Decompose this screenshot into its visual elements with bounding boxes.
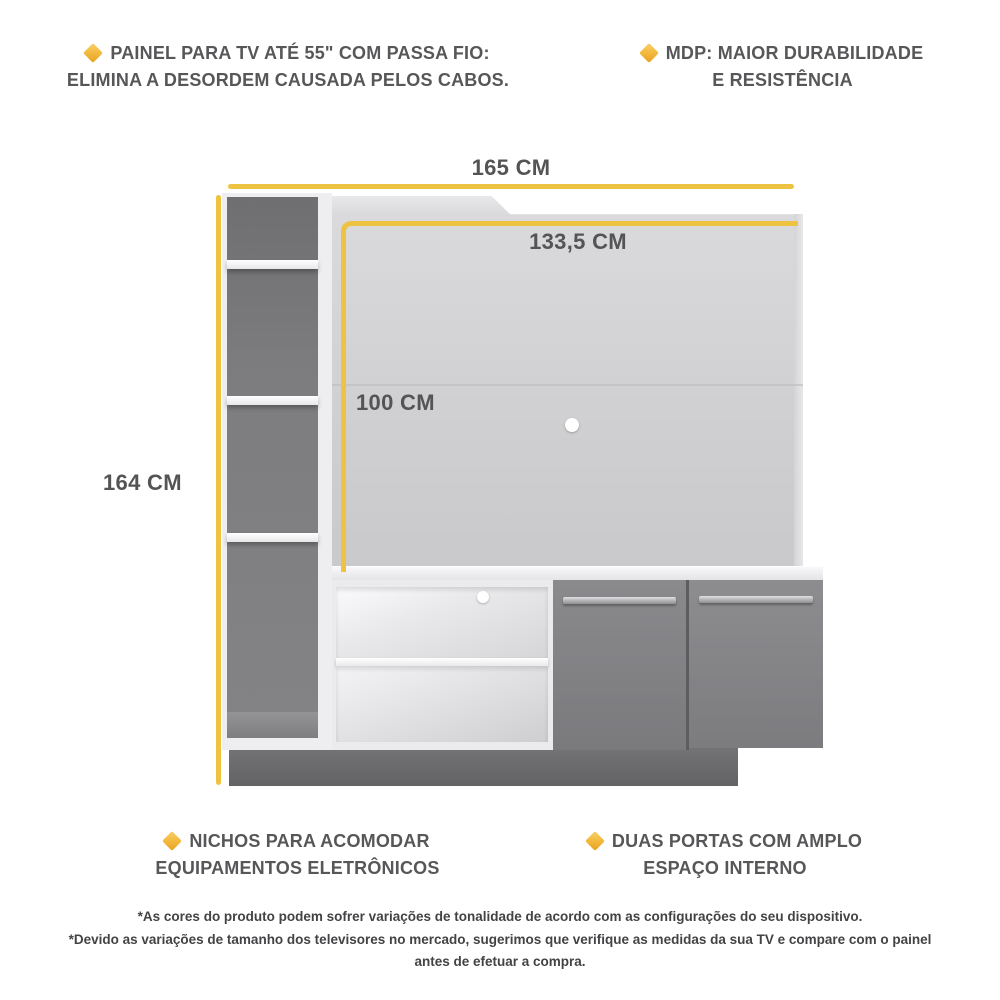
dimension-label-panel-height: 100 CM [356,390,435,415]
cabinet-door-left [553,580,689,750]
feature-line [615,40,950,67]
feature-top-right [615,40,950,94]
tower-shelf [227,260,318,269]
feature-top-left [28,40,548,94]
dimension-label-total-width: 165 CM [471,155,551,180]
feature-text: E RESISTÊNCIA [712,70,853,90]
feature-line [28,40,548,67]
feature-line [115,828,480,855]
feature-bottom-left [115,828,480,882]
tv-panel-top-crown [326,196,512,216]
diamond-bullet-icon [585,831,605,851]
diamond-bullet-icon [639,43,659,63]
feature-text: ELIMINA A DESORDEM CAUSADA PELOS CABOS. [66,70,510,90]
tower-shelf [227,533,318,542]
open-niche-shelf [336,658,548,666]
open-niche-bottom [336,666,548,742]
disclaimer-line: *Devido as variações de tamanho dos televisores no mercado, sugerimos que verifique as medidas da sua TV e compare com o painel [68,931,932,947]
door-handle-right [699,596,813,603]
open-niche-top [336,587,548,658]
tower-bottom-floor [227,712,318,738]
feature-text: MDP: MAIOR DURABILIDADE [665,43,924,63]
tower-shelf [227,396,318,405]
dimension-label-panel-width: 133,5 CM [529,229,627,254]
feature-text: DUAS PORTAS COM AMPLO [611,831,863,851]
feature-text: EQUIPAMENTOS ELETRÔNICOS [155,858,440,878]
feature-bottom-right [550,828,900,882]
disclaimer-line: *As cores do produto podem sofrer variações de tonalidade de acordo com as configurações do seu dispositivo. [137,909,863,924]
cabinet-base-plinth [229,748,738,786]
disclaimer-line: antes de efetuar a compra. [414,954,586,969]
feature-text: PAINEL PARA TV ATÉ 55" COM PASSA FIO: [110,43,490,63]
dimension-label-total-height: 164 CM [103,470,182,495]
cabinet-door-right [689,580,823,748]
diamond-bullet-icon [162,831,182,851]
dimension-line-total-width [228,184,794,189]
feature-text: ESPAÇO INTERNO [643,858,807,878]
shelf-tower-interior [227,197,318,718]
feature-line [550,828,900,855]
feature-text: NICHOS PARA ACOMODAR [189,831,430,851]
diamond-bullet-icon [83,43,103,63]
dimension-line-total-height [216,195,221,785]
cable-hole-cabinet [477,591,489,603]
door-handle-left [563,597,676,604]
disclaimer-footer [0,906,1000,974]
